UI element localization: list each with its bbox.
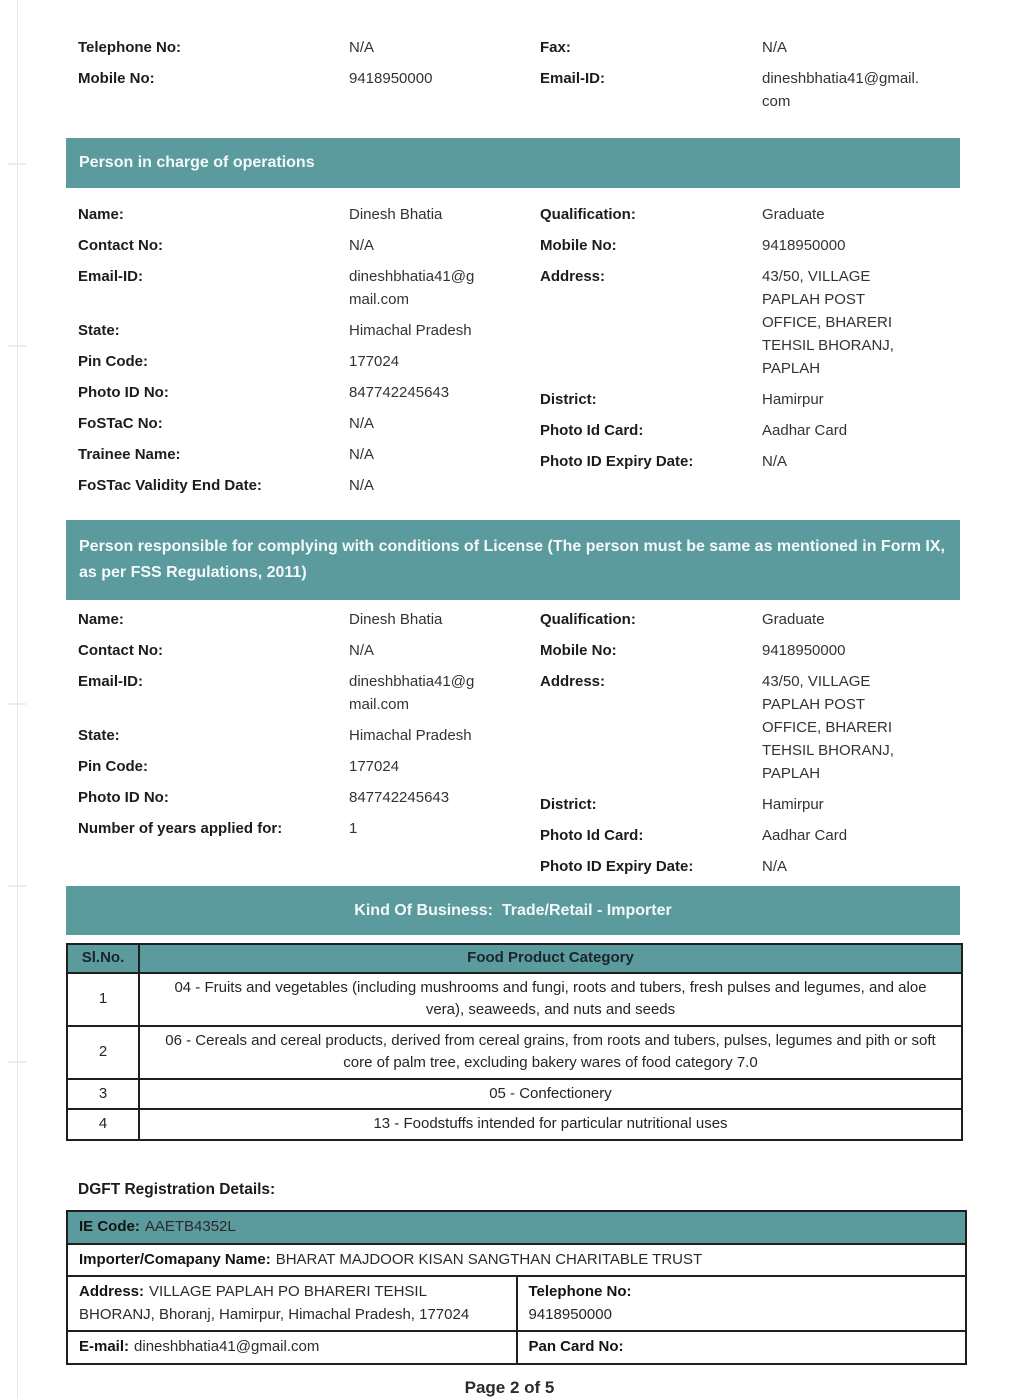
field-value: dineshbhatia41@gmail.com [349, 268, 475, 308]
field-row [78, 265, 508, 311]
field-value: N/A [349, 237, 375, 254]
food-category-table [66, 943, 963, 1141]
dgft-pan-cell [517, 1331, 967, 1364]
importer-name-label: Importer/Comapany Name: [79, 1250, 271, 1268]
field-row [540, 793, 970, 816]
dgft-telephone-cell [517, 1276, 967, 1331]
field-row [540, 265, 970, 380]
field-value: N/A [349, 477, 375, 494]
telephone-label: Telephone No: [528, 1283, 632, 1300]
field-row [78, 234, 508, 257]
edge-tick [8, 885, 26, 887]
section1-fields-right [540, 203, 970, 481]
header-category: Food Product Category [139, 944, 962, 973]
telephone-value: 9418950000 [528, 1305, 612, 1323]
field-row [78, 350, 508, 373]
field-row [540, 419, 970, 442]
cell-slno: 2 [67, 1026, 139, 1079]
field-label: Email-ID: [540, 70, 606, 87]
field-row [540, 670, 970, 785]
section-header-person-responsible: Person responsible for complying with conditions of License (The person must be same as mentioned in Form IX, as per FSS Regulations, 2011) [66, 520, 960, 600]
cell-category: 04 - Fruits and vegetables (including mushrooms and fungi, roots and tubers, fresh pulses and legumes, and aloe vera), seaweeds, and nuts and seeds [139, 973, 962, 1026]
field-value: 43/50, VILLAGE PAPLAH POST OFFICE, BHARERI TEHSIL BHORANJ, PAPLAH [762, 268, 894, 377]
field-value: 9418950000 [762, 237, 846, 254]
cell-category: 13 - Foodstuffs intended for particular nutritional uses [139, 1109, 962, 1140]
field-label: State: [78, 322, 120, 339]
dgft-address-cell [67, 1276, 517, 1331]
section2-fields-left [78, 608, 508, 848]
field-row [78, 670, 508, 716]
field-row [540, 639, 970, 662]
field-value: Dinesh Bhatia [349, 611, 443, 628]
field-label: Photo ID No: [78, 384, 169, 401]
field-value: N/A [762, 453, 788, 470]
ie-code-value: AAETB4352L [144, 1218, 236, 1235]
field-row [78, 608, 508, 631]
field-value: Himachal Pradesh [349, 727, 472, 744]
field-row [78, 36, 508, 59]
field-value: N/A [349, 39, 375, 56]
field-row [540, 203, 970, 226]
field-label: FoSTaC No: [78, 415, 163, 432]
field-row [540, 234, 970, 257]
field-label: Trainee Name: [78, 446, 181, 463]
dgft-ie-row [67, 1211, 966, 1244]
field-row [78, 381, 508, 404]
section-header-person-in-charge: Person in charge of operations [66, 138, 960, 188]
field-value: 9418950000 [349, 70, 433, 87]
field-label: Mobile No: [540, 237, 617, 254]
table-header-row [67, 944, 962, 973]
field-value: Hamirpur [762, 796, 824, 813]
field-row [78, 786, 508, 809]
field-value: 9418950000 [762, 642, 846, 659]
table-row [67, 1079, 962, 1110]
section1-fields-left [78, 203, 508, 505]
kind-of-business-bar: Kind Of Business: Trade/Retail - Importer [66, 886, 960, 935]
field-label: FoSTac Validity End Date: [78, 477, 262, 494]
field-row [78, 755, 508, 778]
field-value: Graduate [762, 611, 825, 628]
field-row [540, 67, 970, 113]
field-label: Photo Id Card: [540, 422, 644, 439]
field-row [78, 203, 508, 226]
cell-slno: 4 [67, 1109, 139, 1140]
dgft-email-row [67, 1331, 966, 1364]
field-label: Photo ID Expiry Date: [540, 453, 694, 470]
field-row [78, 639, 508, 662]
address-label: Address: [79, 1283, 145, 1300]
field-label: Mobile No: [78, 70, 155, 87]
cell-slno: 1 [67, 973, 139, 1026]
edge-tick [8, 1061, 26, 1063]
cell-category: 06 - Cereals and cereal products, derived from cereal grains, from roots and tubers, pulses, legumes and pith or soft core of palm tree, excluding bakery wares of food category 7.0 [139, 1026, 962, 1079]
cell-category: 05 - Confectionery [139, 1079, 962, 1110]
top-fields-left [78, 36, 508, 98]
field-row [540, 824, 970, 847]
ie-code-label: IE Code: [79, 1218, 140, 1235]
field-value: N/A [762, 39, 788, 56]
edge-tick [8, 703, 26, 705]
top-fields-right [540, 36, 970, 121]
pan-card-label: Pan Card No: [528, 1338, 624, 1355]
dgft-table [66, 1210, 967, 1365]
page-number-footer: Page 2 of 5 [464, 1378, 555, 1397]
field-value: 177024 [349, 758, 400, 775]
field-value: N/A [349, 415, 375, 432]
field-value: Hamirpur [762, 391, 824, 408]
field-label: Pin Code: [78, 758, 148, 775]
field-row [78, 319, 508, 342]
field-value: dineshbhatia41@gmail.com [349, 673, 475, 713]
field-row [78, 443, 508, 466]
dgft-importer-cell [67, 1244, 966, 1277]
field-row [540, 450, 970, 473]
field-label: Qualification: [540, 206, 636, 223]
field-row [540, 388, 970, 411]
field-label: Name: [78, 611, 124, 628]
field-label: Email-ID: [78, 268, 144, 285]
field-row [78, 67, 508, 90]
field-label: State: [78, 727, 120, 744]
section2-fields-right [540, 608, 970, 886]
field-value: Graduate [762, 206, 825, 223]
field-row [540, 855, 970, 878]
field-row [78, 474, 508, 497]
field-value: N/A [349, 446, 375, 463]
field-label: Address: [540, 268, 606, 285]
dgft-email-cell [67, 1331, 517, 1364]
field-label: Pin Code: [78, 353, 148, 370]
field-row [540, 608, 970, 631]
field-label: Photo ID Expiry Date: [540, 858, 694, 875]
field-value: Aadhar Card [762, 827, 848, 844]
edge-tick [8, 163, 26, 165]
field-value: N/A [349, 642, 375, 659]
field-label: Qualification: [540, 611, 636, 628]
dgft-ie-cell [67, 1211, 966, 1244]
dgft-heading: DGFT Registration Details: [78, 1181, 276, 1198]
field-value: 177024 [349, 353, 400, 370]
edge-tick [8, 345, 26, 347]
field-value: N/A [762, 858, 788, 875]
importer-name-value: BHARAT MAJDOOR KISAN SANGTHAN CHARITABLE TRUST [275, 1250, 703, 1268]
field-value: Dinesh Bhatia [349, 206, 443, 223]
table-row [67, 1109, 962, 1140]
email-value: dineshbhatia41@gmail.com [134, 1338, 320, 1355]
field-label: Telephone No: [78, 39, 182, 56]
field-label: District: [540, 391, 597, 408]
field-label: Name: [78, 206, 124, 223]
address-value: VILLAGE PAPLAH PO BHARERI TEHSIL BHORANJ, Bhoranj, Hamirpur, Himachal Pradesh, 177024 [79, 1283, 470, 1323]
field-value: 847742245643 [349, 384, 450, 401]
table-row [67, 973, 962, 1026]
email-label: E-mail: [79, 1338, 130, 1355]
table-row [67, 1026, 962, 1079]
field-label: Mobile No: [540, 642, 617, 659]
field-value: dineshbhatia41@gmail.com [762, 70, 919, 110]
dgft-address-row [67, 1276, 966, 1331]
field-label: Contact No: [78, 237, 163, 254]
page-edge-line [17, 0, 18, 1398]
field-label: Email-ID: [78, 673, 144, 690]
field-label: Photo ID No: [78, 789, 169, 806]
field-value: 43/50, VILLAGE PAPLAH POST OFFICE, BHARERI TEHSIL BHORANJ, PAPLAH [762, 673, 894, 782]
field-row [78, 412, 508, 435]
field-row [78, 724, 508, 747]
field-value: Aadhar Card [762, 422, 848, 439]
field-label: Fax: [540, 39, 571, 56]
field-label: Contact No: [78, 642, 163, 659]
field-label: District: [540, 796, 597, 813]
field-value: 847742245643 [349, 789, 450, 806]
field-row [78, 817, 508, 840]
dgft-importer-row [67, 1244, 966, 1277]
field-value: 1 [349, 820, 358, 837]
field-label: Number of years applied for: [78, 820, 283, 837]
field-value: Himachal Pradesh [349, 322, 472, 339]
field-label: Photo Id Card: [540, 827, 644, 844]
header-slno: Sl.No. [67, 944, 139, 973]
field-label: Address: [540, 673, 606, 690]
cell-slno: 3 [67, 1079, 139, 1110]
field-row [540, 36, 970, 59]
